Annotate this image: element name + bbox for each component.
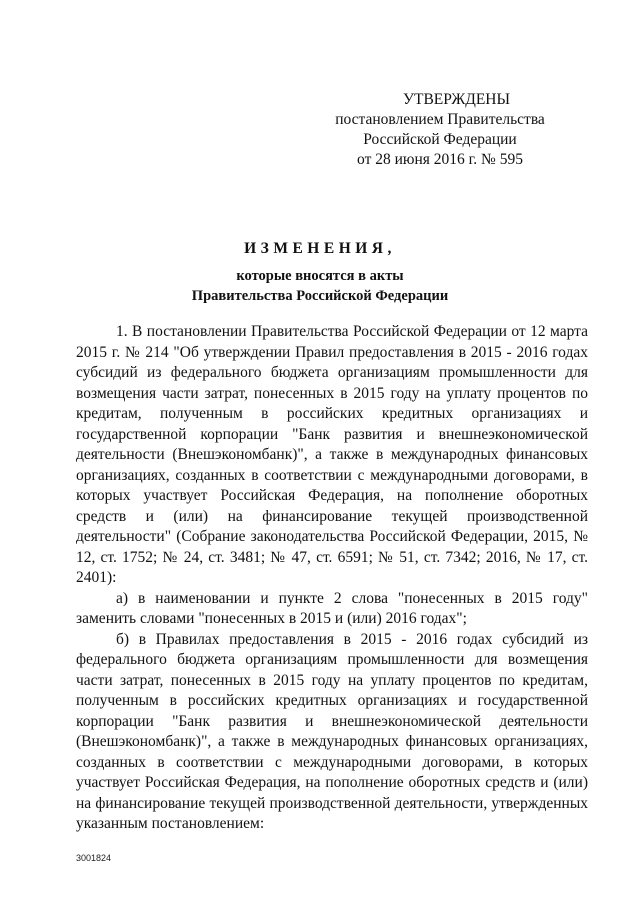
paragraph-1: 1. В постановлении Правительства Российской Федерации от 12 марта 2015 г. № 214 "Об утверждении Правил предоставления в 2015 - 2016 годах субсидий из федерального бюджета организациям промышленности для возмещения части затрат, понесенных в 2015 году на уплату процентов по кредитам, полученным в российских кредитных организациях и государственной корпорации "Банк развития и внешнеэкономической деятельности (Внешэкономбанк)", а также в международных финансовых организациях, созданных в соответствии с международными договорами, в которых участвует Российская Федерация, на пополнение оборотных средств и (или) на финансирование текущей производственной деятельности" (Собрание законодательства Российской Федерации, 2015, № 12, ст. 1752; № 24, ст. 3481; № 47, ст. 6591; № 51, ст. 7342; 2016, № 17, ст. 2401):: [76, 323, 588, 586]
document-heading: [0, 238, 640, 306]
document-code: 3001824: [76, 853, 112, 863]
approval-line-federation: Российской Федерации: [363, 131, 517, 148]
document-subtitle-2: Правительства Российской Федерации: [191, 288, 449, 304]
paragraph-2a: а) в наименовании и пункте 2 слова "понесенных в 2015 году" заменить словами "понесенных в 2015 и (или) 2016 годах";: [76, 589, 588, 627]
paragraph-2b: б) в Правилах предоставления в 2015 - 2016 годах субсидий из федерального бюджета организациям промышленности для возмещения части затрат, понесенных в 2015 году на уплату процентов по кредитам, полученным в российских кредитных организациях и государственной корпорации "Банк развития и внешнеэкономической деятельности (Внешэкономбанк)", а также в международных финансовых организациях, созданных в соответствии с международными договорами, в которых участвует Российская Федерация, на пополнение оборотных средств и (или) на финансирование текущей производственной деятельности, утвержденных указанным постановлением:: [76, 630, 588, 832]
document-title: ИЗМЕНЕНИЯ,: [244, 240, 396, 257]
approval-line-date: от 28 июня 2016 г. № 595: [357, 151, 523, 168]
approval-line-decree: постановлением Правительства: [335, 111, 545, 128]
document-subtitle-1: которые вносятся в акты: [236, 268, 404, 284]
approval-block: [330, 90, 550, 170]
document-body: [76, 322, 588, 835]
approved-title: УТВЕРЖДЕНЫ: [403, 91, 510, 108]
